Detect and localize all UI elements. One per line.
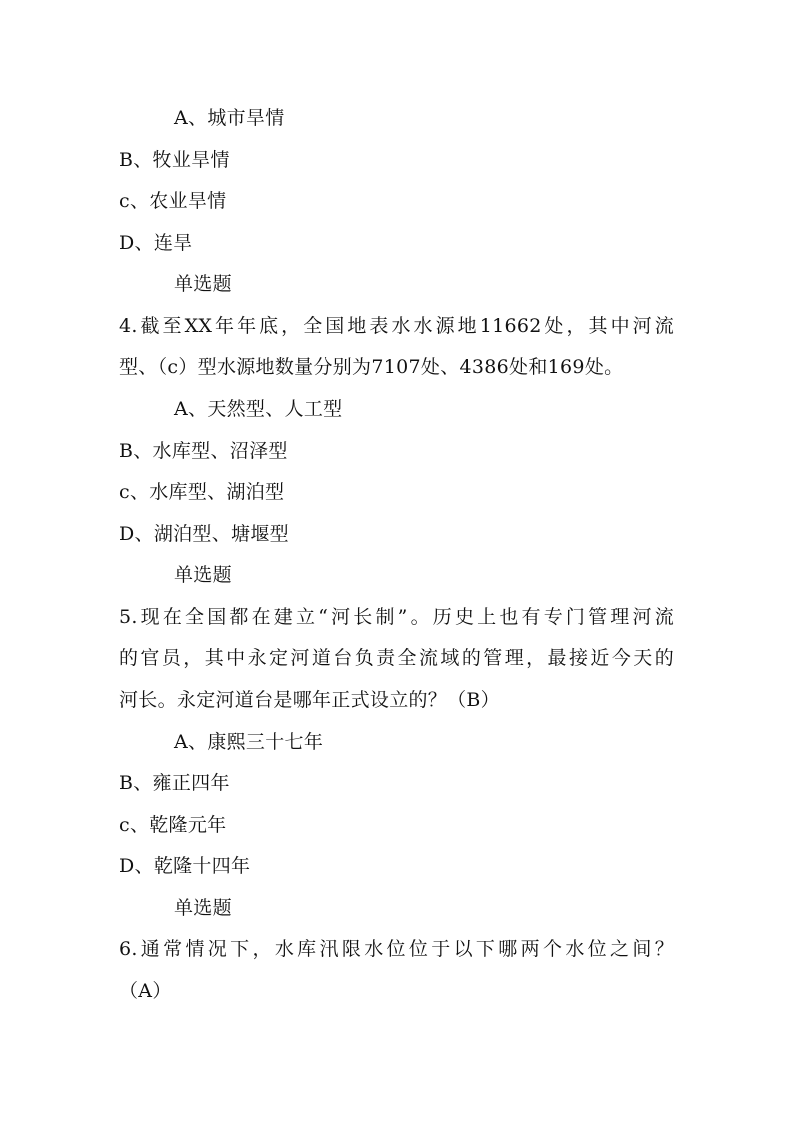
- q6-question-line-1: 6.通常情况下，水库汛限水位位于以下哪两个水位之间？: [119, 938, 674, 960]
- q4-option-d: D、湖泊型、塘堰型: [119, 523, 289, 545]
- q5-option-a: A、康熙三十七年: [174, 731, 324, 753]
- q5-question-line-2: 的官员，其中永定河道台负责全流域的管理，最接近今天的: [119, 647, 674, 669]
- q6-answer: （A）: [119, 980, 172, 1002]
- q3-option-b: B、牧业旱情: [119, 149, 230, 171]
- q4-question-line-2: 型、（c）型水源地数量分别为7107处、4386处和169处。: [119, 356, 624, 378]
- q3-option-d: D、连旱: [119, 232, 193, 254]
- q4-option-a: A、天然型、人工型: [174, 398, 343, 420]
- q5-question-line-3: 河长。永定河道台是哪年正式设立的？（B）: [119, 689, 500, 711]
- q3-option-c: c、农业旱情: [119, 190, 227, 212]
- q5-option-d: D、乾隆十四年: [119, 855, 251, 877]
- q6-type-label: 单选题: [174, 897, 232, 919]
- q4-type-label: 单选题: [174, 273, 232, 295]
- q3-option-a: A、城市旱情: [174, 107, 285, 129]
- q4-question-line-1: 4.截至XX年年底，全国地表水水源地11662处，其中河流: [119, 315, 674, 337]
- q4-option-b: B、水库型、沼泽型: [119, 440, 288, 462]
- q5-option-c: c、乾隆元年: [119, 814, 227, 836]
- q5-type-label: 单选题: [174, 564, 232, 586]
- q5-question-line-1: 5.现在全国都在建立“河长制”。历史上也有专门管理河流: [119, 606, 674, 628]
- q5-option-b: B、雍正四年: [119, 772, 230, 794]
- q4-option-c: c、水库型、湖泊型: [119, 481, 285, 503]
